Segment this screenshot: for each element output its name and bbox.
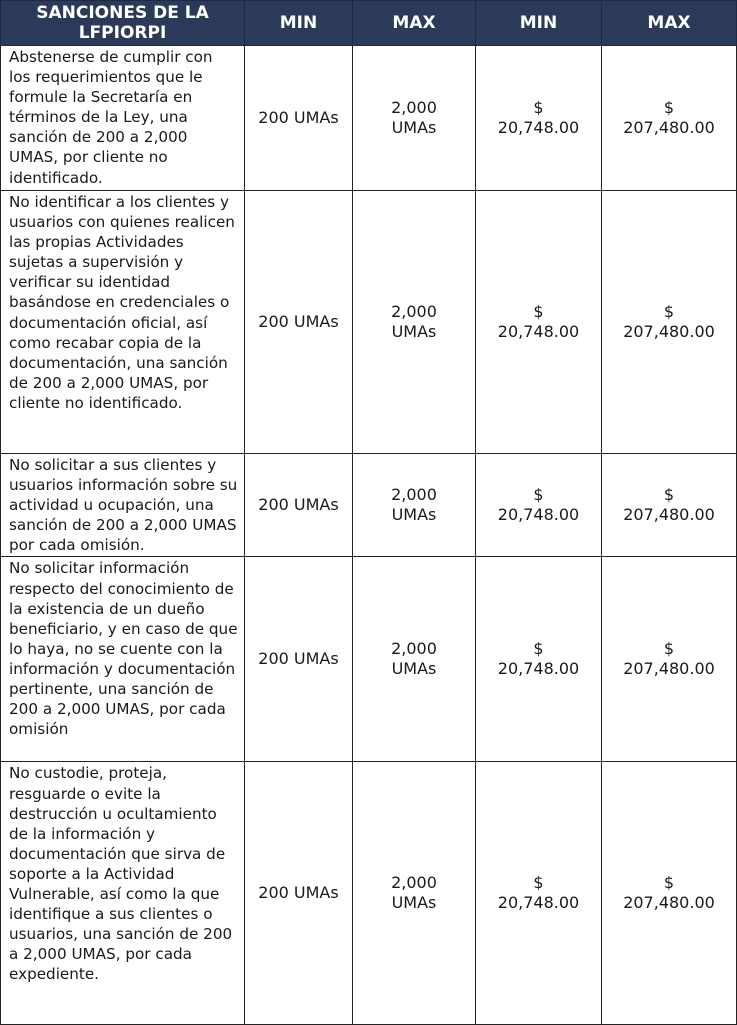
max-amount-cell	[602, 762, 737, 1025]
header-min-amount: MIN	[476, 1, 602, 46]
max-currency: $	[663, 485, 675, 505]
min-currency: $	[533, 639, 544, 659]
sanction-description: No solicitar información respecto del conocimiento de la existencia de un dueño beneficiario, y en caso de que lo haya, no se cuente con la información y documentación pertinente, una sanción de 200 a 2,000 UMAS, por cada omisión	[1, 557, 245, 762]
max-amount-cell	[602, 46, 737, 191]
min-amount-cell	[476, 454, 602, 557]
header-sanctions: SANCIONES DE LA LFPIORPI	[1, 1, 245, 46]
min-currency: $	[533, 302, 544, 321]
max-amount: 207,480.00	[623, 118, 715, 137]
header-row	[1, 1, 737, 46]
table-row	[1, 46, 737, 191]
max-amount-cell	[602, 454, 737, 557]
max-uma-unit: UMAs	[391, 893, 437, 913]
table-row	[1, 191, 737, 454]
max-uma-unit: UMAs	[391, 118, 437, 137]
table-row	[1, 762, 737, 1025]
table-row	[1, 557, 737, 762]
min-uma-cell: 200 UMAs	[245, 557, 353, 762]
min-amount-cell	[476, 191, 602, 454]
max-currency: $	[663, 302, 675, 321]
table-row	[1, 454, 737, 557]
max-uma-unit: UMAs	[391, 659, 437, 679]
sanction-description: No custodie, proteja, resguarde o evite la destrucción u ocultamiento de la información y documentación que sirva de soporte a la Actividad Vulnerable, así como la que identifique a sus clientes o usuarios, una sanción de 200 a 2,000 UMAS, por cada expediente.	[1, 762, 245, 1025]
max-currency: $	[663, 639, 675, 659]
header-max-amount: MAX	[602, 1, 737, 46]
max-uma-unit: UMAs	[391, 505, 437, 525]
min-uma-cell: 200 UMAs	[245, 46, 353, 191]
max-uma-value: 2,000	[391, 302, 437, 321]
min-amount: 20,748.00	[497, 322, 580, 341]
max-uma-unit: UMAs	[391, 322, 437, 341]
header-min-uma: MIN	[245, 1, 353, 46]
max-uma-value: 2,000	[391, 98, 437, 117]
sanction-description: Abstenerse de cumplir con los requerimientos que le formule la Secretaría en términos de la Ley, una sanción de 200 a 2,000 UMAS, por cliente no identificado.	[1, 46, 245, 191]
min-uma-cell: 200 UMAs	[245, 454, 353, 557]
max-uma-cell	[353, 454, 476, 557]
max-uma-cell	[353, 557, 476, 762]
max-uma-cell	[353, 46, 476, 191]
table-body	[1, 46, 737, 1025]
min-amount: 20,748.00	[497, 118, 580, 137]
min-currency: $	[533, 98, 544, 117]
max-currency: $	[663, 873, 675, 893]
min-amount: 20,748.00	[497, 893, 580, 913]
max-amount: 207,480.00	[623, 322, 715, 341]
max-amount-cell	[602, 557, 737, 762]
min-currency: $	[533, 873, 544, 893]
min-uma-cell: 200 UMAs	[245, 191, 353, 454]
min-amount-cell	[476, 46, 602, 191]
sanction-description: No identificar a los clientes y usuarios con quienes realicen las propias Actividades sujetas a supervisión y verificar su identidad basándose en credenciales o documentación oficial, así como recabar copia de la documentación, una sanción de 200 a 2,000 UMAS, por cliente no identificado.	[1, 191, 245, 454]
min-amount: 20,748.00	[497, 505, 580, 525]
min-uma-cell: 200 UMAs	[245, 762, 353, 1025]
max-amount: 207,480.00	[623, 505, 715, 525]
max-amount: 207,480.00	[623, 659, 715, 679]
min-currency: $	[533, 485, 544, 505]
min-amount-cell	[476, 557, 602, 762]
table-header	[1, 1, 737, 46]
max-uma-cell	[353, 191, 476, 454]
max-amount: 207,480.00	[623, 893, 715, 913]
max-uma-value: 2,000	[391, 485, 437, 505]
max-uma-cell	[353, 762, 476, 1025]
min-amount: 20,748.00	[497, 659, 580, 679]
max-amount-cell	[602, 191, 737, 454]
header-max-uma: MAX	[353, 1, 476, 46]
sanction-description: No solicitar a sus clientes y usuarios información sobre su actividad u ocupación, una sanción de 200 a 2,000 UMAS por cada omisión.	[1, 454, 245, 557]
max-uma-value: 2,000	[391, 639, 437, 659]
max-currency: $	[663, 98, 675, 117]
min-amount-cell	[476, 762, 602, 1025]
max-uma-value: 2,000	[391, 873, 437, 893]
